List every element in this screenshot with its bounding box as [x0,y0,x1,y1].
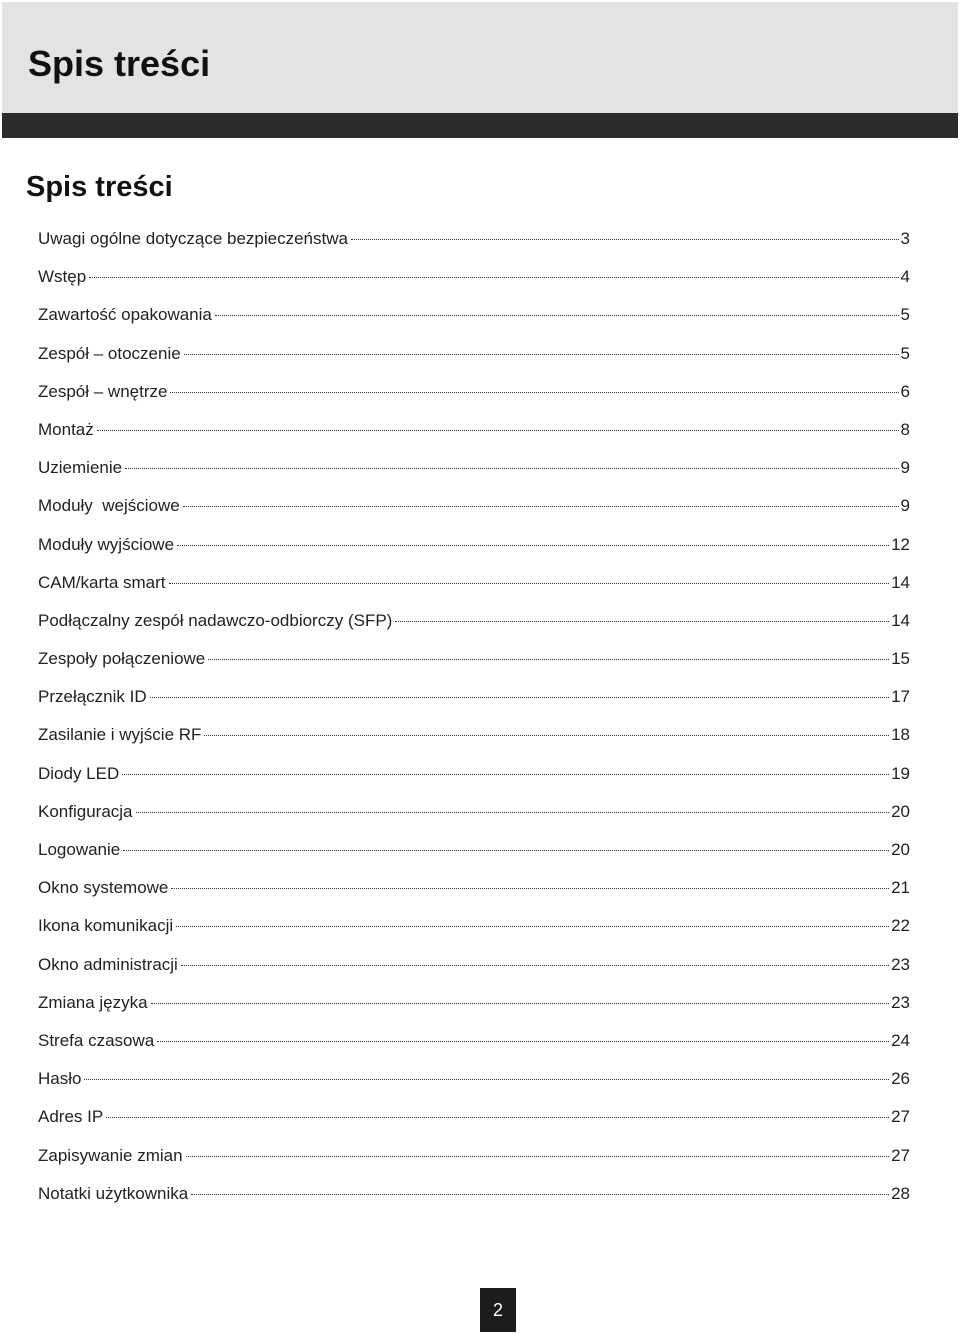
toc-dot-leader [89,277,898,278]
toc-entry-label: Okno administracji [38,954,178,974]
toc-dot-leader [351,239,899,240]
toc-dot-leader [208,659,889,660]
toc-entry-page: 27 [891,1107,910,1127]
toc-dot-leader [150,697,889,698]
toc-dot-leader [191,1194,889,1195]
toc-entry[interactable] [38,381,910,419]
toc-entry-label: CAM/karta smart [38,572,166,592]
toc-entry-page: 20 [891,801,910,821]
toc-dot-leader [215,315,899,316]
toc-entry-page: 5 [900,305,910,325]
toc-entry[interactable] [38,954,910,992]
toc-dot-leader [157,1041,889,1042]
toc-dot-leader [170,392,898,393]
toc-entry-label: Moduły wyjściowe [38,534,175,554]
toc-entry-label: Przełącznik ID [38,687,147,707]
header-divider-bar [2,113,958,138]
header-band [2,2,958,113]
toc-entry-label: Zespół – otoczenie [38,343,181,363]
toc-entry[interactable] [38,304,910,342]
toc-entry-label: Diody LED [38,763,120,783]
toc-entry-page: 22 [891,916,910,936]
toc-entry-page: 5 [900,343,910,363]
toc-entry-page: 8 [900,419,910,439]
toc-entry-page: 17 [891,687,910,707]
toc-dot-leader [97,430,899,431]
toc-dot-leader [122,774,889,775]
toc-entry[interactable] [38,763,910,801]
toc-entry[interactable] [38,610,910,648]
toc-entry-page: 18 [891,725,910,745]
toc-entry-label: Uwagi ogólne dotyczące bezpieczeństwa [38,229,348,248]
toc-entry-label: Okno systemowe [38,878,169,898]
section-title: Spis treści [26,171,173,203]
toc-entry[interactable] [38,915,910,953]
toc-dot-leader [171,888,889,889]
toc-entry-label: Zasilanie i wyjście RF [38,725,202,745]
toc-entry[interactable] [38,801,910,839]
toc-entry-page: 12 [891,534,910,554]
toc-entry[interactable] [38,1106,910,1144]
toc-dot-leader [84,1079,889,1080]
toc-entry-page: 27 [891,1145,910,1165]
page-number: 2 [480,1288,516,1332]
toc-entry-label: Logowanie [38,840,121,859]
page-title: Spis treści [28,43,211,84]
toc-entry-label: Zawartość opakowania [38,305,212,325]
toc-entry[interactable] [38,992,910,1030]
toc-entry-page: 15 [891,649,910,669]
toc-entry[interactable] [38,228,910,266]
toc-dot-leader [183,506,899,507]
table-of-contents [38,228,910,1221]
toc-entry-page: 3 [900,229,910,248]
toc-dot-leader [395,621,889,622]
toc-entry-label: Adres IP [38,1107,104,1127]
toc-entry[interactable] [38,1030,910,1068]
toc-entry-label: Moduły wejściowe [38,496,180,516]
toc-entry-label: Strefa czasowa [38,1030,155,1050]
toc-entry[interactable] [38,495,910,533]
toc-entry[interactable] [38,572,910,610]
toc-entry-label: Zespoły połączeniowe [38,649,206,669]
toc-entry-page: 23 [891,992,910,1012]
toc-entry[interactable] [38,343,910,381]
toc-entry-page: 9 [900,458,910,478]
toc-entry-page: 14 [891,572,910,592]
toc-entry[interactable] [38,1183,910,1221]
toc-entry[interactable] [38,419,910,457]
toc-entry-label: Konfiguracja [38,801,133,821]
toc-entry-label: Notatki użytkownika [38,1183,189,1203]
toc-entry[interactable] [38,724,910,762]
toc-dot-leader [186,1156,890,1157]
toc-dot-leader [181,965,889,966]
toc-entry[interactable] [38,1068,910,1106]
toc-entry-label: Montaż [38,419,94,439]
toc-entry[interactable] [38,534,910,572]
toc-entry-label: Uziemienie [38,458,123,478]
toc-entry-label: Zespół – wnętrze [38,381,168,401]
toc-entry[interactable] [38,457,910,495]
toc-entry-label: Ikona komunikacji [38,916,174,936]
toc-entry[interactable] [38,648,910,686]
toc-entry-page: 19 [891,763,910,783]
toc-entry-page: 6 [900,381,910,401]
toc-entry-page: 14 [891,610,910,630]
toc-entry-page: 4 [900,267,910,287]
toc-dot-leader [136,812,890,813]
toc-entry[interactable] [38,266,910,304]
toc-entry-page: 26 [891,1069,910,1089]
toc-dot-leader [123,850,889,851]
toc-entry[interactable] [38,839,910,877]
toc-entry-label: Zapisywanie zmian [38,1145,183,1165]
toc-entry[interactable] [38,1145,910,1183]
toc-entry-page: 24 [891,1030,910,1050]
toc-entry-page: 23 [891,954,910,974]
toc-entry-page: 28 [891,1183,910,1203]
toc-dot-leader [176,926,889,927]
toc-entry[interactable] [38,877,910,915]
toc-entry-label: Podłączalny zespół nadawczo-odbiorczy (SFP) [38,610,393,630]
toc-dot-leader [204,735,889,736]
toc-entry-page: 21 [891,878,910,898]
toc-entry-label: Hasło [38,1069,82,1089]
toc-entry-page: 20 [891,840,910,859]
toc-dot-leader [177,545,889,546]
toc-entry-page: 9 [900,496,910,516]
toc-entry-label: Zmiana języka [38,992,148,1012]
toc-dot-leader [125,468,898,469]
toc-entry-label: Wstęp [38,267,87,287]
toc-dot-leader [169,583,890,584]
toc-dot-leader [184,354,899,355]
toc-dot-leader [106,1117,889,1118]
toc-dot-leader [151,1003,889,1004]
toc-entry[interactable] [38,686,910,724]
